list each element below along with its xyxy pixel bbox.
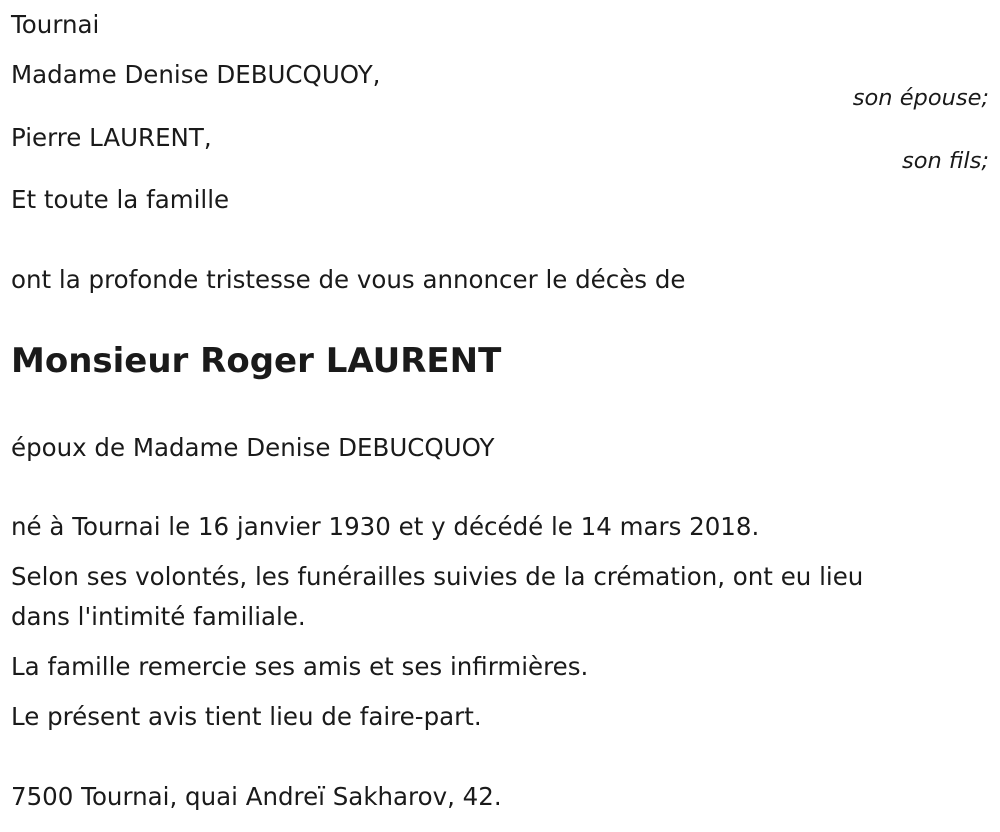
notice-note: Le présent avis tient lieu de faire-part.: [11, 702, 482, 731]
city: Tournai: [11, 10, 100, 39]
funeral-text-line-2: dans l'intimité familiale.: [11, 602, 306, 631]
funeral-text-line-1: Selon ses volontés, les funérailles suivies de la crémation, ont eu lieu: [11, 562, 864, 591]
family-member-relation: son épouse;: [852, 85, 989, 111]
birth-death-dates: né à Tournai le 16 janvier 1930 et y décédé le 14 mars 2018.: [11, 512, 760, 541]
family-member-name: Madame Denise DEBUCQUOY,: [11, 60, 381, 89]
announcement: ont la profonde tristesse de vous annoncer le décès de: [11, 265, 686, 294]
spouse-line: époux de Madame Denise DEBUCQUOY: [11, 433, 495, 462]
address: 7500 Tournai, quai Andreï Sakharov, 42.: [11, 782, 502, 811]
thanks-text: La famille remercie ses amis et ses infirmières.: [11, 652, 589, 681]
family-member-name: Pierre LAURENT,: [11, 123, 212, 152]
family-member-relation: son fils;: [902, 148, 989, 174]
deceased-name: Monsieur Roger LAURENT: [11, 341, 502, 381]
family-closing: Et toute la famille: [11, 185, 230, 214]
